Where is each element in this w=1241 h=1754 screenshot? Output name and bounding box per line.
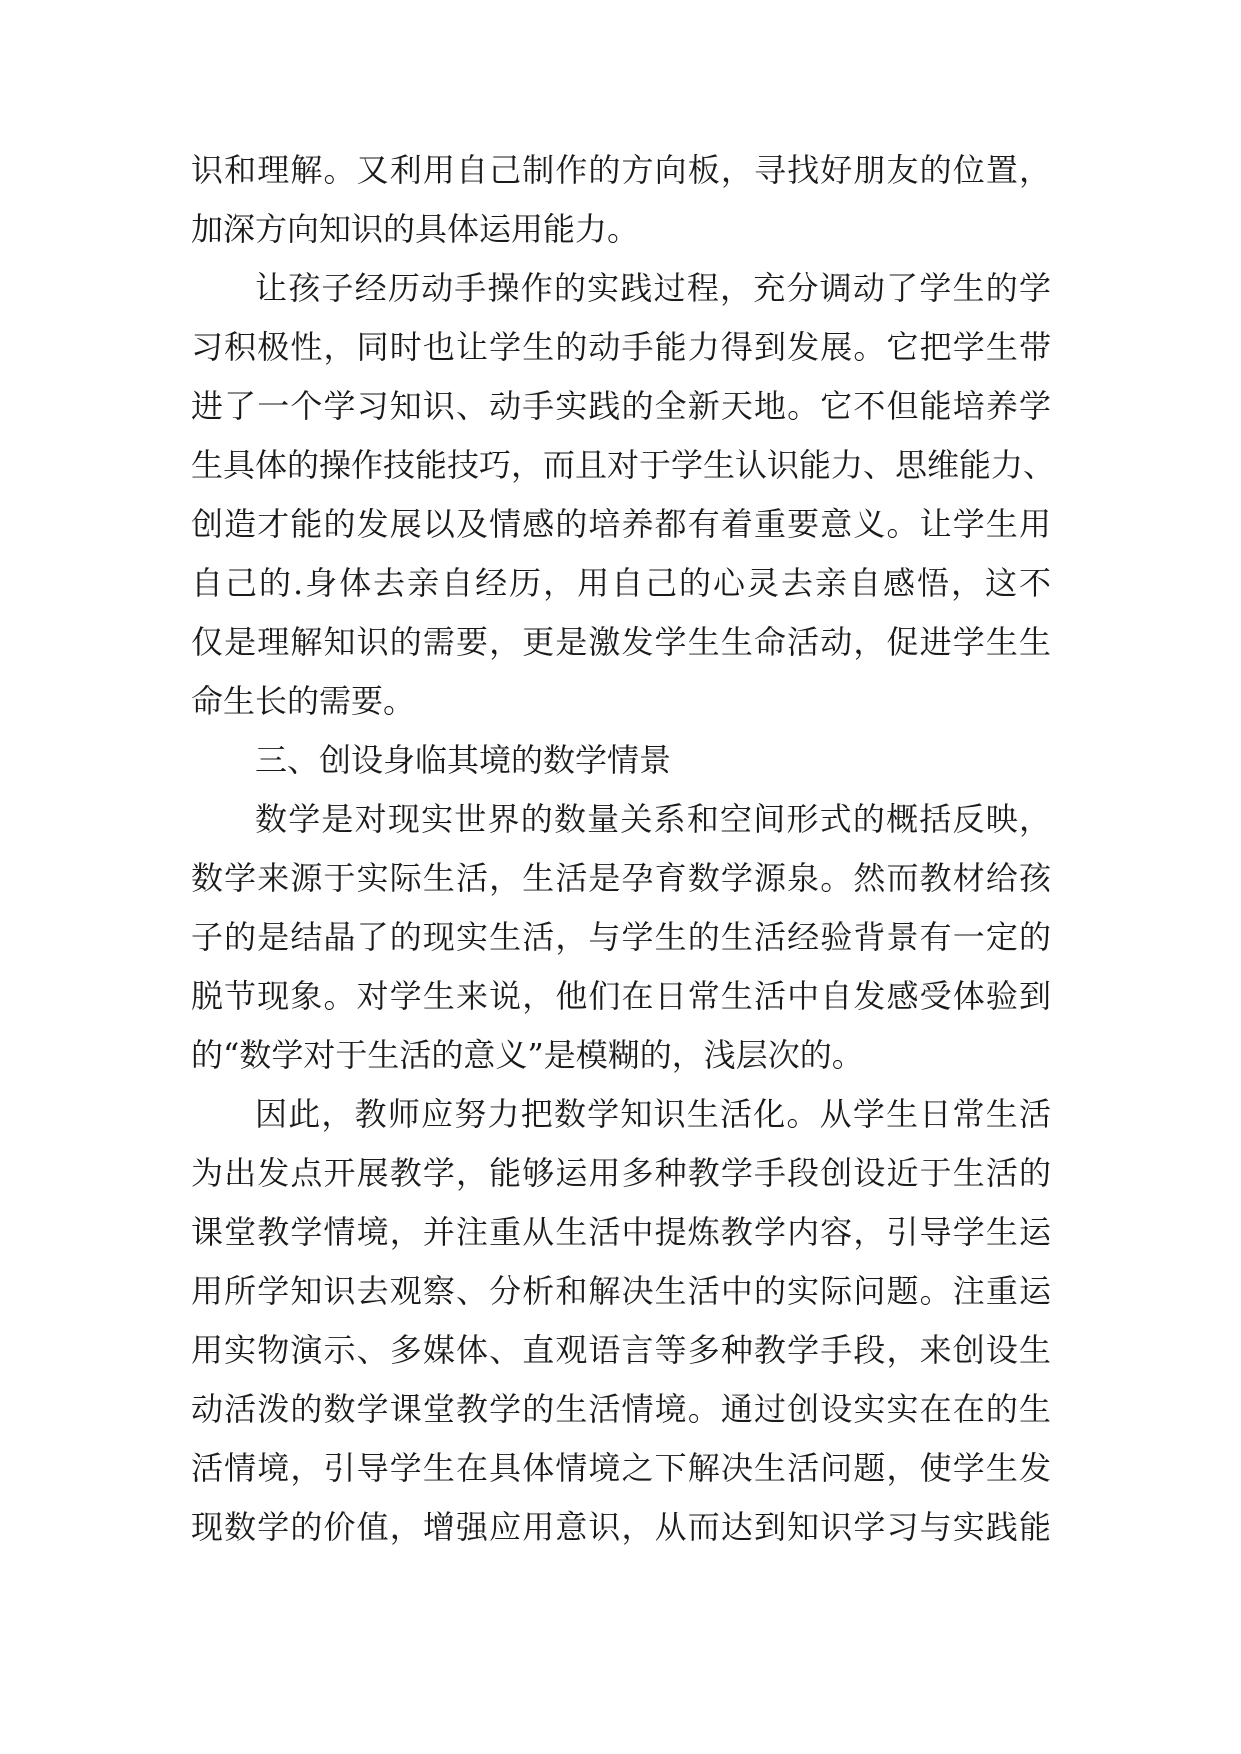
text-line: 的“数学对于生活的意义”是模糊的，浅层次的。 <box>191 1036 864 1074</box>
text-line: 现数学的价值，增强应用意识，从而达到知识学习与实践能 <box>191 1508 1051 1546</box>
paragraph-first-line: 因此，教师应努力把数学知识生活化。从学生日常生活 <box>255 1095 1051 1133</box>
section-heading: 三、创设身临其境的数学情景 <box>255 741 672 779</box>
text-line: 课堂教学情境，并注重从生活中提炼教学内容，引导学生运 <box>191 1213 1051 1251</box>
text-line: 仅是理解知识的需要，更是激发学生生命活动，促进学生生 <box>191 623 1051 661</box>
text-line: 识和理解。又利用自己制作的方向板，寻找好朋友的位置， <box>191 151 1051 189</box>
text-line: 生具体的操作技能技巧，而且对于学生认识能力、思维能力、 <box>191 446 1056 484</box>
text-line: 创造才能的发展以及情感的培养都有着重要意义。让学生用 <box>191 505 1051 543</box>
text-line: 用实物演示、多媒体、直观语言等多种教学手段，来创设生 <box>191 1331 1051 1369</box>
text-line: 动活泼的数学课堂教学的生活情境。通过创设实实在在的生 <box>191 1390 1051 1428</box>
text-line: 进了一个学习知识、动手实践的全新天地。它不但能培养学 <box>191 387 1051 425</box>
text-line: 数学来源于实际生活，生活是孕育数学源泉。然而教材给孩 <box>191 859 1051 897</box>
text-line: 子的是结晶了的现实生活，与学生的生活经验背景有一定的 <box>191 918 1051 956</box>
paragraph-first-line: 数学是对现实世界的数量关系和空间形式的概括反映， <box>255 800 1051 838</box>
text-line: 命生长的需要。 <box>191 682 416 720</box>
text-line: 为出发点开展教学，能够运用多种教学手段创设近于生活的 <box>191 1154 1051 1192</box>
text-line: 加深方向知识的具体运用能力。 <box>191 210 640 248</box>
text-line: 用所学知识去观察、分析和解决生活中的实际问题。注重运 <box>191 1272 1051 1310</box>
text-line: 活情境，引导学生在具体情境之下解决生活问题，使学生发 <box>191 1449 1051 1487</box>
text-line: 自己的.身体去亲自经历，用自己的心灵去亲自感悟，这不 <box>191 564 1051 602</box>
text-line: 脱节现象。对学生来说，他们在日常生活中自发感受体验到 <box>191 977 1051 1015</box>
paragraph-first-line: 让孩子经历动手操作的实践过程，充分调动了学生的学 <box>255 269 1051 307</box>
text-line: 习积极性，同时也让学生的动手能力得到发展。它把学生带 <box>191 328 1051 366</box>
